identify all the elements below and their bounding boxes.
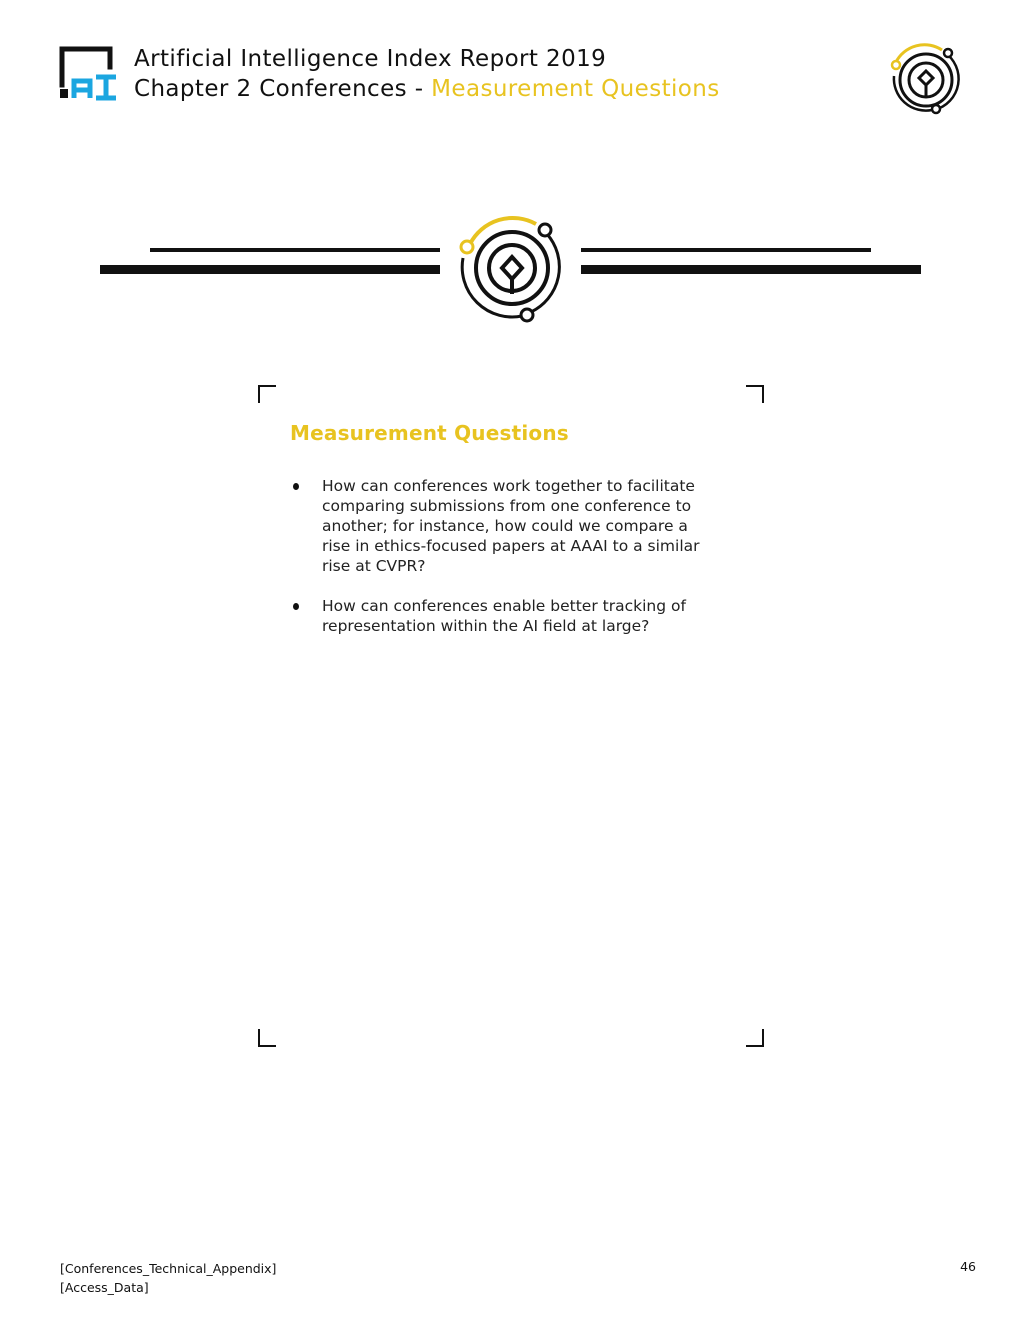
- chapter-section: Measurement Questions: [431, 76, 720, 102]
- question-text: How can conferences enable better tracking of representation within the AI field at large?: [322, 597, 686, 635]
- ai-index-logo-icon: [58, 45, 120, 101]
- logo-text: AI: [58, 45, 59, 46]
- access-data-link[interactable]: [Access_Data]: [60, 1280, 149, 1295]
- section-divider: [96, 210, 924, 330]
- technical-appendix-link[interactable]: [Conferences_Technical_Appendix]: [60, 1261, 277, 1276]
- question-list: [290, 476, 720, 656]
- frame-corner-top-left: [258, 385, 276, 403]
- frame-corner-bottom-left: [258, 1029, 276, 1047]
- report-header: [134, 44, 720, 104]
- bullet-icon: [293, 483, 299, 490]
- list-item: [290, 476, 720, 576]
- question-text: How can conferences work together to facilitate comparing submissions from one conference to another; for instance, how could we compare a rise in ethics-focused papers at AAAI to a similar rise at CVPR?: [322, 477, 700, 575]
- chapter-prefix: Chapter 2 Conferences -: [134, 76, 432, 102]
- frame-corner-top-right: [746, 385, 764, 403]
- chapter-line: [134, 74, 720, 104]
- page-number: 46: [960, 1259, 976, 1274]
- footer-links: [60, 1259, 276, 1297]
- section-title: Measurement Questions: [290, 421, 569, 445]
- report-title: Artificial Intelligence Index Report 2019: [134, 46, 607, 72]
- orbit-emblem-icon: [886, 40, 964, 118]
- frame-corner-bottom-right: [746, 1029, 764, 1047]
- orbit-emblem-icon: [461, 218, 559, 321]
- list-item: [290, 596, 720, 636]
- bullet-icon: [293, 603, 299, 610]
